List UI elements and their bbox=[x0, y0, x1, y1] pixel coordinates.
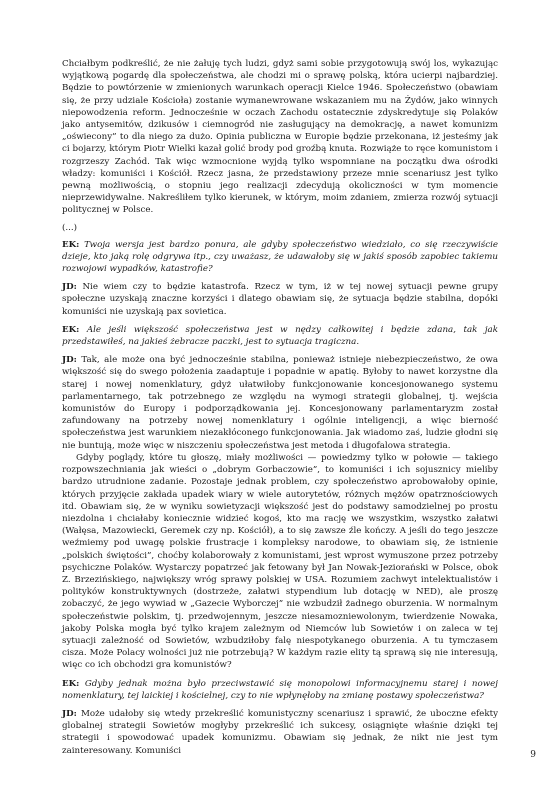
page-number: 9 bbox=[530, 750, 536, 760]
answer-text: Tak, ale może ona być jednocześnie stabilna, ponieważ istnieje niebezpieczeństwo, że owa większość się do swego położenia zaadaptuje i popadnie w apatię. Byłoby to nawet korzystne dla starej i nowej nomenklatury, gdyż ułatwiłoby funkcjonowanie koncesjonowanego systemu parlamentarnego, tak potrzebnego ze względu na wymogi strategii globalnej, tj. wejścia komunistów do Europy i podporządkowania jej. Koncesjonowany parlamentaryzm został zafundowany na potrzeby nowej nomenklatury i ogólnie inteligencji, a więc bierność społeczeństwa jest warunkiem niezakłóconego funkcjonowania. Jak wiadomo zaś, ludzie głodni się nie buntują, może więc w niszczeniu społeczeństwa jest metoda i długofalowa strategia. bbox=[62, 355, 499, 451]
speaker-ek: EK: bbox=[62, 239, 80, 250]
speaker-ek: EK: bbox=[62, 678, 80, 689]
speaker-jd: JD: bbox=[62, 355, 77, 366]
answer-text: Może udałoby się wtedy przekreślić komunistyczny scenariusz i sprawić, że uboczne efekty globalnej strategii Sowietów mogłyby przekreślić ich sukcesy, osiągnięte właśnie dzięki tej strategii i spowodować upadek komunizmu. Obawiam się jednak, że nikt nie jest tym zainteresowany. Komuniści bbox=[62, 708, 498, 756]
paragraph-intro: Chciałbym podkreślić, że nie żałuję tych ludzi, gdyż sami sobie przygotowują swój los, wykazując wyjątkową pogardę dla społeczeństwa, ale chodzi mi o sprawę polską, która ucierpi najbardziej. Będzie to powtórzenie w zmienionych warunkach operacji Kielce 1946. Społeczeństwo (obawiam się, że przy udziale Kościoła) zostanie wymanewrowane wskazaniem mu na Żydów, jako winnych niepowodzenia reform. Jednocześnie w oczach Zachodu ostatecznie zdyskredytuje się Polaków jako antysemitów, dzikusów i ciemnogród nie zasługujący na demokrację, a nawet komunizm „oświecony” to dla niego za dużo. Opinia publiczna w Europie będzie przekonana, iż jesteśmy jak ci bojarzy, którym Piotr Wielki kazał golić brody pod groźbą knuta. Rozwiąże to ręce komunistom i rozgrzeszy Zachód. Tak więc wzmocnione wyjdą tylko wspomniane na początku dwa ośrodki władzy: komuniści i Kościół. Rzecz jasna, że przedstawiony przeze mnie scenariusz jest tylko pewną możliwością, o stopniu jego realizacji zdecydują okoliczności w tym momencie nieprzewidywalne. Nakreśliłem tylko kierunek, w którym, moim zdaniem, zmierza rozwój sytuacji politycznej w Polsce. bbox=[62, 59, 498, 216]
question-ek-3 bbox=[62, 678, 498, 702]
answer-jd-1 bbox=[62, 281, 498, 318]
answer-jd-2 bbox=[62, 354, 498, 452]
speaker-jd: JD: bbox=[62, 282, 77, 293]
question-text: Ale jeśli większość społeczeństwa jest w nędzy całkowitej i będzie zdana, tak jak przedstawiłeś, na jakieś żebracze paczki, jest to sytuacja tragiczna. bbox=[62, 324, 498, 348]
question-ek-1 bbox=[62, 239, 498, 276]
question-text: Twoja wersja jest bardzo ponura, ale gdyby społeczeństwo wiedziało, co się rzeczywiście dzieje, kto jaką rolę odgrywa itp., czy uważasz, że udawałoby się w jakiś sposób zapobiec takiemu rozwojowi wypadków, katastrofie? bbox=[62, 239, 498, 275]
question-text: Gdyby jednak można było przeciwstawić się monopolowi informacyjnemu starej i nowej nomenklatury, tej laickiej i kościelnej, czy to nie wpłynęłoby na zmianę postawy społeczeństwa? bbox=[62, 678, 498, 701]
speaker-jd: JD: bbox=[62, 708, 77, 719]
paragraph-continuation: Gdyby poglądy, które tu głoszę, miały możliwości — powiedzmy tylko w połowie — takiego rozpowszechniania jak wieści o „dobrym Gorbaczowie”, to komuniści i ich sojusznicy mieliby bardzo utrudnione zadanie. Pozostaje jednak problem, czy społeczeństwo aprobowałoby opinie, których przyjęcie zakłada upadek wiary w wiele autorytetów, różnych mężów opatrznościowych itd. Obawiam się, że w wyniku sowietyzacji większość jest do podstawy samodzielnej po prostu niezdolna i chciałaby koniecznie widzieć kogoś, kto ma rację we wszystkim, wszystko załatwi (Wałęsa, Mazowiecki, Geremek czy np. Kościół), a to się zawsze źle kończy. A jeśli do tego jeszcze weźmiemy pod uwagę polskie frustracje i kompleksy narodowe, to obawiam się, że istnienie „polskich świętości”, choćby kolaborowały z komunistami, jest wprost wymuszone przez potrzeby psychiczne Polaków. Wystarczy popatrzeć jak fetowany był Jan Nowak-Jeziorański w Polsce, obok Z. Brzezińskiego, największy wróg sprawy polskiej w USA. Rozumiem zachwyt intelektualistów i polityków konstruktywnych (dostrzeże, załatwi stypendium lub dotację w NED), ale proszę zobaczyć, że jego wywiad w „Gazecie Wyborczej” nie wzbudził żadnego oburzenia. W normalnym społeczeństwie polskim, tj. przedwojennym, jeszcze niesamozniewolonym, twierdzenie Nowaka, jakoby Polska mogła być tylko krajem zależnym od Niemców lub Sowietów i on zaleca w tej sytuacji zależność od Sowietów, wzbudziłoby falę niespotykanego oburzenia. A tu tymczasem cisza. Może Polacy wolności już nie potrzebują? W każdym razie elity tą sprawą się nie interesują, więc co ich obchodzi gra komunistów? bbox=[62, 452, 498, 671]
answer-jd-3 bbox=[62, 708, 498, 757]
question-ek-2 bbox=[62, 324, 498, 348]
answer-text: Nie wiem czy to będzie katastrofa. Rzecz w tym, iż w tej nowej sytuacji pewne grupy społeczne uzyskają znaczne korzyści i dlatego obawiam się, że sytuacja będzie stabilna, dopóki komuniści nie uzyskają pax sovietica. bbox=[62, 282, 498, 317]
speaker-ek: EK: bbox=[62, 324, 80, 335]
ellipsis: (...) bbox=[62, 222, 78, 233]
